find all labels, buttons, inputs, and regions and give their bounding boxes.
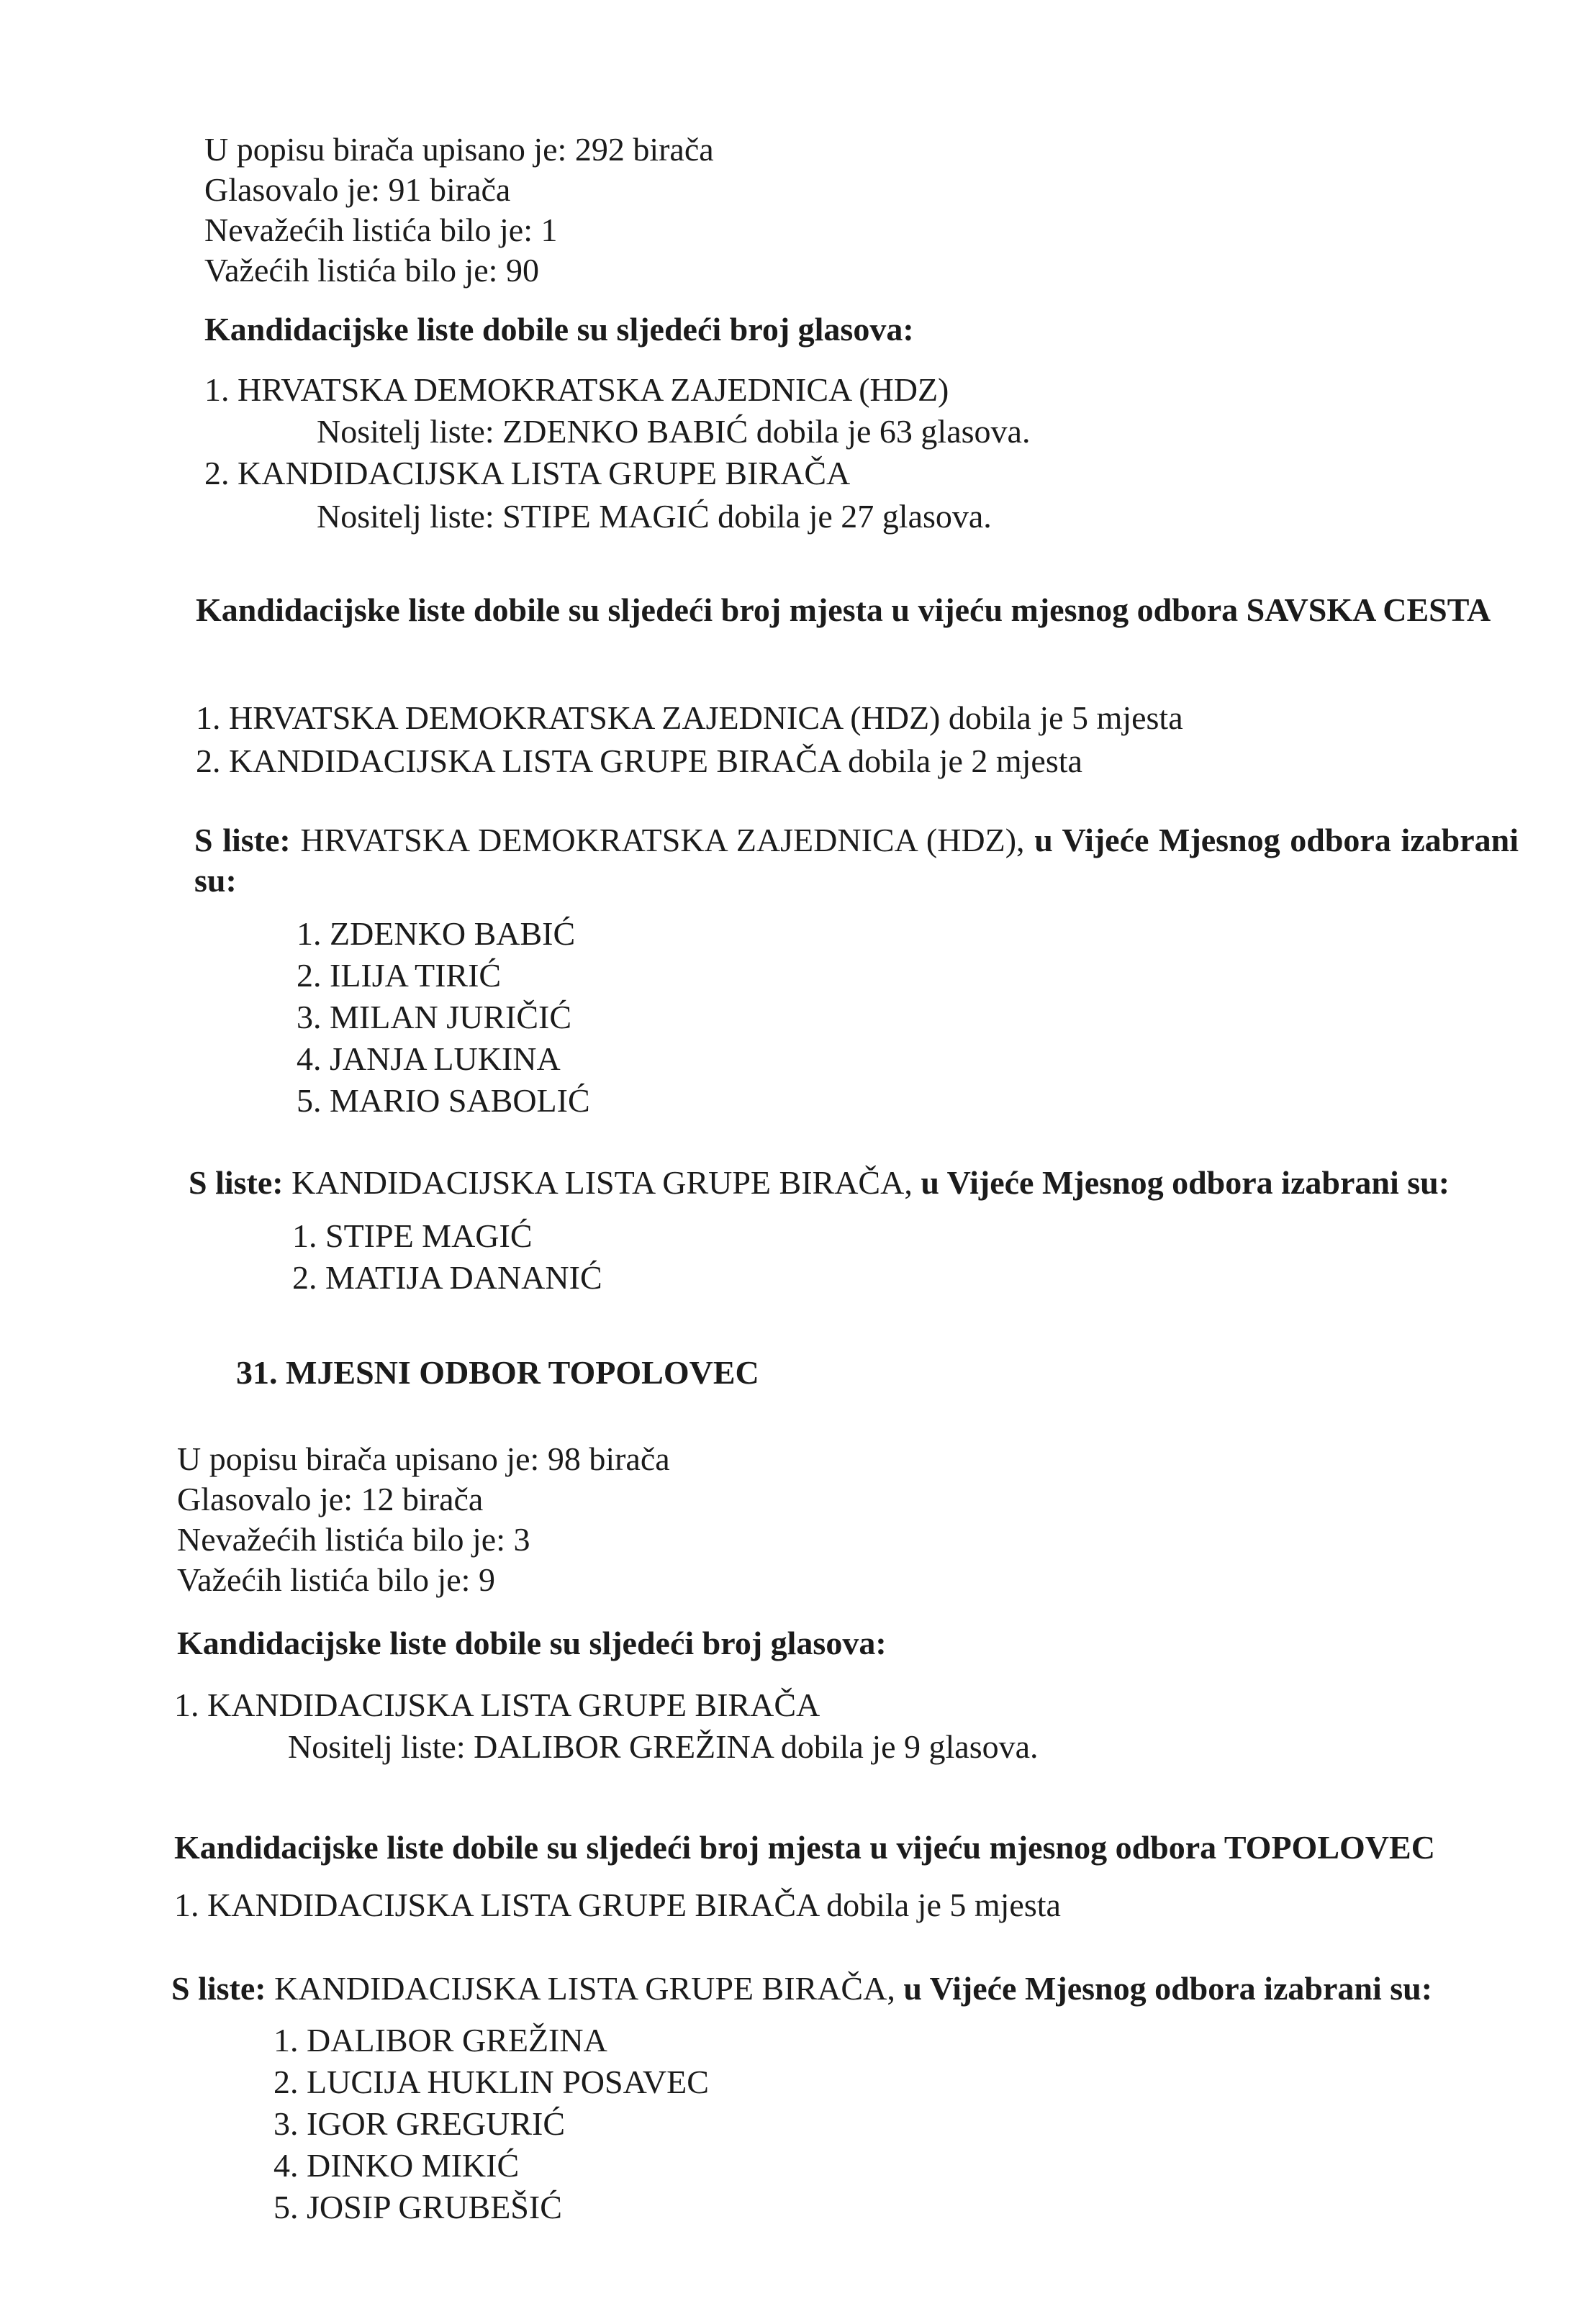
stat-line: Važećih listića bilo je: 9 bbox=[177, 1561, 495, 1598]
vote-list-holder: Nositelj liste: STIPE MAGIĆ dobila je 27 glasova. bbox=[317, 498, 992, 535]
seats-heading: Kandidacijske liste dobile su sljedeći broj mjesta u vijeću mjesnog odbora TOPOLOVEC bbox=[174, 1829, 1435, 1866]
stat-line: Nevažećih listića bilo je: 3 bbox=[177, 1521, 530, 1558]
votes-heading: Kandidacijske liste dobile su sljedeći broj glasova: bbox=[177, 1625, 887, 1661]
member-item: 2. MATIJA DANANIĆ bbox=[292, 1259, 602, 1296]
member-item: 1. DALIBOR GREŽINA bbox=[273, 2022, 607, 2059]
vote-list-name: 1. KANDIDACIJSKA LISTA GRUPE BIRAČA bbox=[174, 1687, 820, 1723]
elected-suffix: u Vijeće Mjesnog odbora izabrani su: bbox=[921, 1164, 1450, 1201]
stat-line: Važećih listića bilo je: 90 bbox=[204, 252, 539, 289]
member-item: 5. JOSIP GRUBEŠIĆ bbox=[273, 2189, 562, 2225]
member-item: 1. STIPE MAGIĆ bbox=[292, 1217, 533, 1254]
vote-list-name: 2. KANDIDACIJSKA LISTA GRUPE BIRAČA bbox=[204, 455, 851, 491]
elected-suffix: u Vijeće Mjesnog odbora izabrani su: bbox=[903, 1970, 1433, 2007]
seat-line: 1. HRVATSKA DEMOKRATSKA ZAJEDNICA (HDZ) dobila je 5 mjesta bbox=[196, 699, 1183, 736]
elected-intro bbox=[171, 1969, 1432, 2009]
elected-intro bbox=[194, 820, 1519, 901]
vote-list-holder: Nositelj liste: DALIBOR GREŽINA dobila je 9 glasova. bbox=[288, 1728, 1039, 1765]
seats-heading: Kandidacijske liste dobile su sljedeći broj mjesta u vijeću mjesnog odbora SAVSKA CESTA bbox=[196, 591, 1491, 628]
member-item: 2. ILIJA TIRIĆ bbox=[297, 957, 502, 994]
section-title: 31. MJESNI ODBOR TOPOLOVEC bbox=[236, 1354, 759, 1391]
stat-line: U popisu birača upisano je: 292 birača bbox=[204, 131, 714, 168]
elected-list-name: KANDIDACIJSKA LISTA GRUPE BIRAČA, bbox=[291, 1164, 913, 1201]
vote-list-name: 1. HRVATSKA DEMOKRATSKA ZAJEDNICA (HDZ) bbox=[204, 371, 949, 408]
stat-line: U popisu birača upisano je: 98 birača bbox=[177, 1440, 670, 1477]
vote-list-holder: Nositelj liste: ZDENKO BABIĆ dobila je 63 glasova. bbox=[317, 413, 1031, 450]
elected-prefix: S liste: bbox=[194, 822, 291, 858]
stat-line: Glasovalo je: 91 birača bbox=[204, 171, 511, 208]
votes-heading: Kandidacijske liste dobile su sljedeći broj glasova: bbox=[204, 311, 914, 348]
member-item: 4. JANJA LUKINA bbox=[297, 1040, 561, 1077]
member-item: 3. MILAN JURIČIĆ bbox=[297, 999, 572, 1035]
stat-line: Glasovalo je: 12 birača bbox=[177, 1481, 484, 1517]
elected-prefix: S liste: bbox=[189, 1164, 284, 1201]
member-item: 5. MARIO SABOLIĆ bbox=[297, 1082, 590, 1119]
elected-suffix: u Vijeće Mjesnog odbora izabrani su: bbox=[194, 822, 1519, 899]
member-item: 2. LUCIJA HUKLIN POSAVEC bbox=[273, 2064, 709, 2100]
elected-list-name: KANDIDACIJSKA LISTA GRUPE BIRAČA, bbox=[274, 1970, 895, 2007]
elected-list-name: HRVATSKA DEMOKRATSKA ZAJEDNICA (HDZ), bbox=[300, 822, 1025, 858]
member-item: 3. IGOR GREGURIĆ bbox=[273, 2105, 566, 2142]
stat-line: Nevažećih listića bilo je: 1 bbox=[204, 212, 558, 248]
seat-line: 1. KANDIDACIJSKA LISTA GRUPE BIRAČA dobila je 5 mjesta bbox=[174, 1887, 1061, 1923]
seat-line: 2. KANDIDACIJSKA LISTA GRUPE BIRAČA dobila je 2 mjesta bbox=[196, 743, 1082, 779]
member-item: 4. DINKO MIKIĆ bbox=[273, 2147, 520, 2184]
elected-intro bbox=[189, 1163, 1450, 1203]
member-item: 1. ZDENKO BABIĆ bbox=[297, 915, 576, 952]
elected-prefix: S liste: bbox=[171, 1970, 266, 2007]
